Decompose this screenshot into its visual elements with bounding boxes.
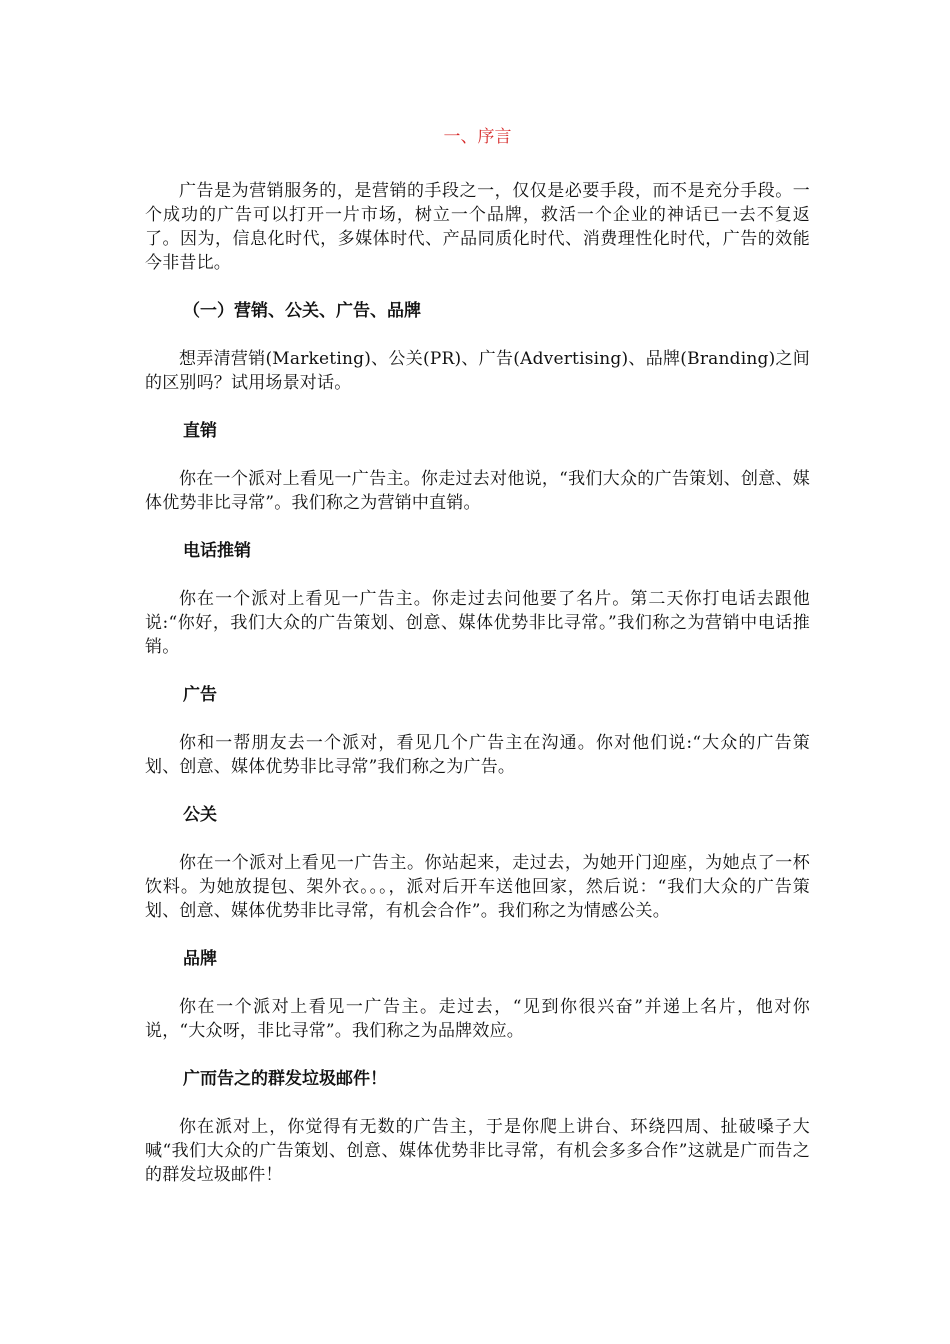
subheading-telemarketing: 电话推销 xyxy=(183,541,251,561)
paragraph-public-relations: 你在一个派对上看见一广告主。你站起来，走过去，为她开门迎座，为她点了一杯饮料。为她放提包、架外衣。。。，派对后开车送他回家，然后说：“我们大众的广告策划、创意、媒体优势非比寻常，有机会合作”。我们称之为情感公关。 xyxy=(145,853,810,921)
intro-paragraph: 广告是为营销服务的，是营销的手段之一，仅仅是必要手段，而不是充分手段。一个成功的广告可以打开一片市场，树立一个品牌，救活一个企业的神话已一去不复返了。因为，信息化时代，多媒体时代、产品同质化时代、消费理性化时代，广告的效能今非昔比。 xyxy=(145,181,810,273)
paragraph-spam-email: 你在派对上，你觉得有无数的广告主，于是你爬上讲台、环绕四周、扯破嗓子大喊“我们大众的广告策划、创意、媒体优势非比寻常，有机会多多合作”这就是广而告之的群发垃圾邮件！ xyxy=(145,1117,810,1185)
document-page xyxy=(145,123,810,1211)
section-heading-marketing-pr-ads-brand: （一）营销、公关、广告、品牌 xyxy=(183,301,421,321)
subheading-public-relations: 公关 xyxy=(183,805,217,825)
section-intro-paragraph: 想弄清营销(Marketing)、公关(PR)、广告(Advertising)、品牌(Branding)之间的区别吗？试用场景对话。 xyxy=(145,349,810,393)
paragraph-advertising: 你和一帮朋友去一个派对，看见几个广告主在沟通。你对他们说:“大众的广告策划、创意、媒体优势非比寻常”我们称之为广告。 xyxy=(145,733,810,777)
subheading-direct-sales: 直销 xyxy=(183,421,217,441)
paragraph-direct-sales: 你在一个派对上看见一广告主。你走过去对他说，“我们大众的广告策划、创意、媒体优势非比寻常”。我们称之为营销中直销。 xyxy=(145,469,810,513)
subheading-spam-email: 广而告之的群发垃圾邮件！ xyxy=(183,1069,387,1089)
paragraph-telemarketing: 你在一个派对上看见一广告主。你走过去问他要了名片。第二天你打电话去跟他说:“你好，我们大众的广告策划、创意、媒体优势非比寻常。”我们称之为营销中电话推销。 xyxy=(145,589,810,657)
paragraph-branding: 你在一个派对上看见一广告主。走过去，“见到你很兴奋”并递上名片，他对你说，“大众呀，非比寻常”。我们称之为品牌效应。 xyxy=(145,997,810,1041)
document-title: 一、序言 xyxy=(443,127,512,147)
subheading-branding: 品牌 xyxy=(183,949,217,969)
subheading-advertising: 广告 xyxy=(183,685,217,705)
